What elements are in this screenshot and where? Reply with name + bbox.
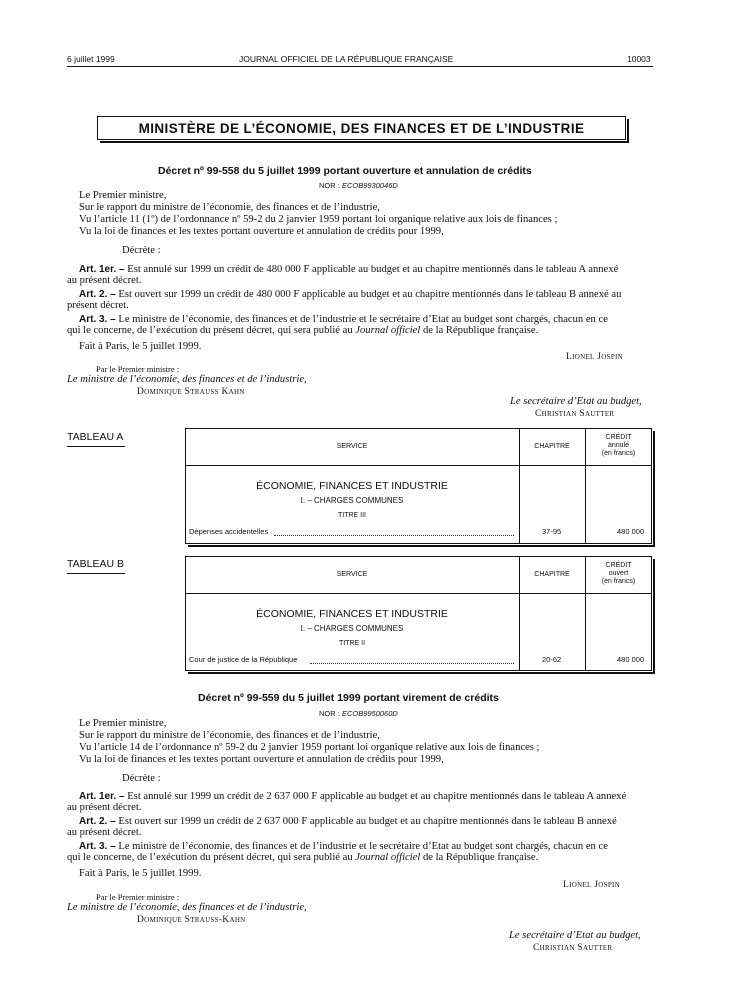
decree2-minister-name: Dominique Strauss-Kahn	[137, 915, 246, 925]
tableau-b-titre: TITRE II	[338, 640, 366, 647]
tableau-a-group: ÉCONOMIE, FINANCES ET INDUSTRIE	[256, 480, 448, 492]
tableau-a-leader-dots	[274, 535, 514, 536]
decree1-preamble-2: Vu l’article 11 (1º) de l’ordonnance nº 59-2 du 2 janvier 1959 portant loi organique relative aux lois de finances ;	[79, 214, 558, 225]
decree2-preamble-1: Sur le rapport du ministre de l’économie, des finances et de l’industrie,	[79, 730, 380, 741]
header-rule	[67, 66, 653, 67]
header-page-number: 10003	[627, 54, 651, 64]
nor-label: NOR :	[319, 709, 340, 718]
tableau-a-head-credit	[585, 434, 652, 458]
decree2-title: Décret nº 99-559 du 5 juillet 1999 portant virement de crédits	[198, 692, 499, 704]
decree2-preamble-0: Le Premier ministre,	[79, 718, 167, 729]
tableau-b-rule	[67, 573, 125, 574]
decree1-preamble-0: Le Premier ministre,	[79, 190, 167, 201]
tableau-b-row-credit: 480 000	[617, 655, 645, 664]
credit-head-line: ouvert	[608, 570, 629, 577]
decree1-secretary-role	[510, 396, 642, 408]
tableau-b-head-chapitre: CHAPITRE	[534, 571, 570, 578]
tableau-a-titre: TITRE III	[338, 512, 366, 519]
decree1-art1	[79, 264, 618, 276]
art2-text: Est ouvert sur 1999 un crédit de 2 637 000 F applicable au budget et au chapitre mentionnés dans le tableau B annexé	[118, 816, 617, 827]
art2-label: Art. 2. –	[79, 289, 116, 300]
nor-code: ECOB9950060D	[341, 709, 398, 718]
tableau-b-label: TABLEAU B	[67, 558, 124, 570]
art3-text-a: qui le concerne, de l’exécution du présent décret, qui sera publié au	[67, 325, 356, 336]
credit-head-line: annulé	[607, 442, 630, 449]
tableau-b-leader-dots	[310, 663, 514, 664]
ministry-title: MINISTÈRE DE L’ÉCONOMIE, DES FINANCES ET DE L’INDUSTRIE	[138, 120, 585, 136]
art3-text: Le ministre de l’économie, des finances et de l’industrie et le secrétaire d’Etat au budget sont chargés, chacun en ce	[118, 314, 608, 325]
tableau-a-head-service: SERVICE	[336, 443, 368, 450]
art2-label: Art. 2. –	[79, 816, 116, 827]
nor-label: NOR :	[319, 181, 340, 190]
credit-head-line: CRÉDIT	[605, 434, 632, 441]
decree2-preamble-2: Vu l’article 14 de l’ordonnance nº 59-2 du 2 janvier 1959 portant loi organique relative aux lois de finances ;	[79, 742, 540, 753]
decree1-nor	[319, 181, 398, 190]
credit-head-line: (en francs)	[601, 450, 636, 457]
decree1-fait: Fait à Paris, le 5 juillet 1999.	[79, 341, 202, 352]
decree1-preamble-1: Sur le rapport du ministre de l’économie, des finances et de l’industrie,	[79, 202, 380, 213]
tableau-b-section: I. – CHARGES COMMUNES	[300, 624, 404, 633]
decree2-secretary-name: Christian Sautter	[533, 943, 613, 953]
secretary-role-text: Le secrétaire d’Etat au budget,	[510, 396, 642, 407]
decree1-art2-cont: présent décret.	[67, 300, 129, 311]
tableau-a-row-label: Dépenses accidentelles	[189, 527, 269, 536]
decree2-secretary-role	[509, 930, 641, 942]
art1-label: Art. 1er. –	[79, 791, 125, 802]
art3-text-c: de la République française.	[420, 852, 539, 863]
art3-label: Art. 3. –	[79, 841, 116, 852]
journal-officiel: Journal officiel	[355, 852, 421, 863]
art3-text: Le ministre de l’économie, des finances et de l’industrie et le secrétaire d’Etat au budget sont chargés, chacun en ce	[118, 841, 608, 852]
decree2-signer: Lionel Jospin	[563, 880, 620, 890]
decree2-art2	[79, 816, 617, 828]
decree1-decrete: Décrète :	[122, 245, 161, 256]
decree2-art1-cont: au présent décret.	[67, 802, 142, 813]
tableau-a-section: I. – CHARGES COMMUNES	[300, 496, 404, 505]
minister-role-text: Le ministre de l’économie, des finances et de l’industrie,	[67, 902, 307, 913]
credit-head-line: CRÉDIT	[605, 562, 632, 569]
tableau-b-row-chapitre: 20-62	[542, 655, 562, 664]
art3-text-a: qui le concerne, de l’exécution du présent décret, qui sera publié au	[67, 852, 356, 863]
decree1-minister-role	[67, 374, 307, 386]
decree2-par-le: Par le Premier ministre :	[96, 892, 180, 902]
decree2-fait: Fait à Paris, le 5 juillet 1999.	[79, 868, 202, 879]
nor-code: ECOB9930046D	[341, 181, 398, 190]
tableau-b-head-credit	[585, 562, 652, 586]
art3-text-c: de la République française.	[420, 325, 539, 336]
decree1-minister-name: Dominique Strauss Kahn	[137, 387, 245, 397]
art1-text: Est annulé sur 1999 un crédit de 2 637 000 F applicable au budget et au chapitre mentionnés dans le tableau A annexé	[127, 791, 627, 802]
art1-text: Est annulé sur 1999 un crédit de 480 000 F applicable au budget et au chapitre mentionnés dans le tableau A annexé	[127, 264, 619, 275]
decree1-art3-cont	[67, 325, 538, 337]
decree2-art2-cont: au présent décret.	[67, 827, 142, 838]
tableau-b-header-rule	[185, 593, 652, 594]
credit-head-line: (en francs)	[601, 578, 636, 585]
tableau-b-row-label: Cour de justice de la République	[189, 655, 298, 664]
decree2-art3-cont	[67, 852, 538, 864]
decree1-par-le: Par le Premier ministre :	[96, 364, 180, 374]
decree1-preamble-3: Vu la loi de finances et les textes portant ouverture et annulation de crédits pour 1999,	[79, 226, 444, 237]
tableau-a-head-chapitre: CHAPITRE	[534, 443, 570, 450]
decree2-minister-role	[67, 902, 307, 914]
tableau-a-rule	[67, 446, 125, 447]
header-date: 6 juillet 1999	[67, 54, 115, 64]
decree2-preamble-3: Vu la loi de finances et les textes portant ouverture et annulation de crédits pour 1999,	[79, 754, 444, 765]
tableau-a-row-credit: 480 000	[617, 527, 645, 536]
tableau-b-group: ÉCONOMIE, FINANCES ET INDUSTRIE	[256, 608, 448, 620]
decree2-art1	[79, 791, 626, 803]
tableau-a-header-rule	[185, 465, 652, 466]
art3-label: Art. 3. –	[79, 314, 116, 325]
ministry-box	[97, 116, 626, 140]
tableau-b-head-service: SERVICE	[336, 571, 368, 578]
decree1-art2	[79, 289, 621, 301]
tableau-a-label: TABLEAU A	[67, 431, 124, 443]
art2-text: Est ouvert sur 1999 un crédit de 480 000 F applicable au budget et au chapitre mentionnés dans le tableau B annexé au	[118, 289, 622, 300]
journal-officiel: Journal officiel	[355, 325, 421, 336]
header-journal-title: JOURNAL OFFICIEL DE LA RÉPUBLIQUE FRANÇAISE	[239, 54, 454, 64]
decree2-nor	[319, 709, 398, 718]
art1-label: Art. 1er. –	[79, 264, 125, 275]
decree1-secretary-name: Christian Sautter	[535, 409, 615, 419]
decree1-signer: Lionel Jospin	[566, 352, 623, 362]
decree1-art1-cont: au présent décret.	[67, 275, 142, 286]
secretary-role-text: Le secrétaire d’Etat au budget,	[509, 930, 641, 941]
decree2-decrete: Décrète :	[122, 773, 161, 784]
decree1-title: Décret nº 99-558 du 5 juillet 1999 portant ouverture et annulation de crédits	[158, 165, 532, 177]
tableau-a-row-chapitre: 37-95	[542, 527, 562, 536]
minister-role-text: Le ministre de l’économie, des finances et de l’industrie,	[67, 374, 307, 385]
